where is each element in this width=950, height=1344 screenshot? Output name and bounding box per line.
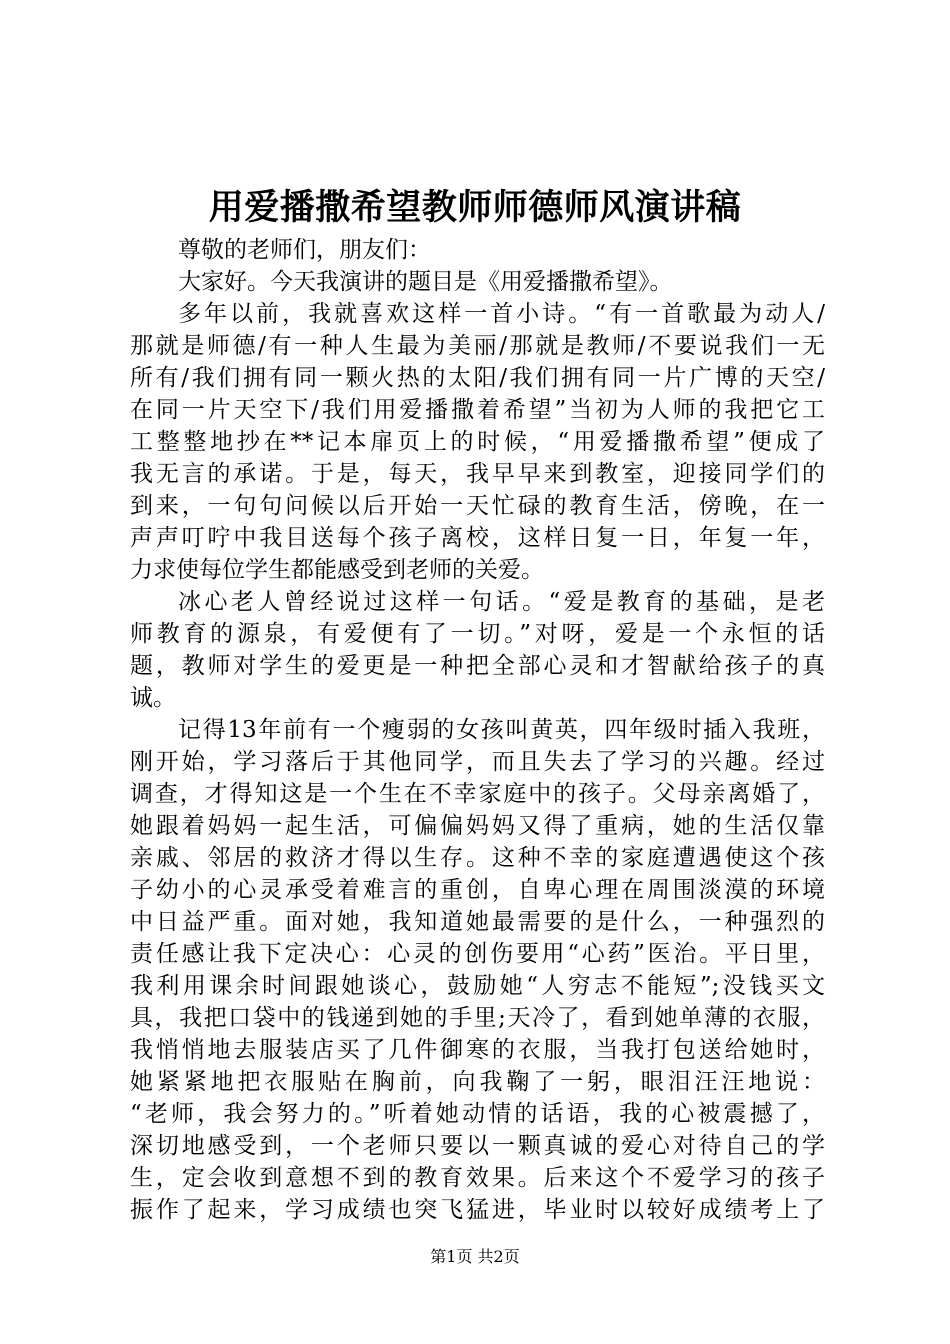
text-line: 具，我把口袋中的钱递到她的手里;天冷了，看到她单薄的衣服， <box>130 1005 825 1031</box>
text-line: 刚开始，学习落后于其他同学，而且失去了学习的兴趣。经过 <box>130 749 825 775</box>
text-line: 力求使每位学生都能感受到老师的关爱。 <box>130 557 544 583</box>
text-line: 多年以前，我就喜欢这样一首小诗。“有一首歌最为动人/ <box>178 301 825 327</box>
page-footer: 第1页 共2页 <box>430 1247 520 1266</box>
document-title: 用爱播撒希望教师师德师风演讲稿 <box>208 187 742 228</box>
text-line: 亲戚、邻居的救济才得以生存。这种不幸的家庭遭遇使这个孩 <box>130 845 825 871</box>
text-line: 我悄悄地去服装店买了几件御寒的衣服，当我打包送给她时， <box>130 1037 825 1063</box>
text-line: 尊敬的老师们，朋友们： <box>178 237 431 263</box>
text-line: 到来，一句句问候以后开始一天忙碌的教育生活，傍晚，在一 <box>130 493 825 519</box>
text-line: “老师，我会努力的。”听着她动情的话语，我的心被震撼了， <box>130 1101 825 1127</box>
text-line: 工整整地抄在**记本扉页上的时候，“用爱播撒希望”便成了 <box>130 429 825 455</box>
text-line: 那就是师德/有一种人生最为美丽/那就是教师/不要说我们一无 <box>130 333 825 359</box>
text-line: 生，定会收到意想不到的教育效果。后来这个不爱学习的孩子 <box>130 1165 825 1191</box>
document-body <box>130 234 825 1226</box>
text-line: 冰心老人曾经说过这样一句话。“爱是教育的基础，是老 <box>178 589 825 615</box>
text-line: 调查，才得知这是一个生在不幸家庭中的孩子。父母亲离婚了， <box>130 781 825 807</box>
text-line: 她紧紧地把衣服贴在胸前，向我鞠了一躬，眼泪汪汪地说： <box>130 1069 825 1095</box>
text-line: 题，教师对学生的爱更是一种把全部心灵和才智献给孩子的真 <box>130 653 825 679</box>
text-line: 她跟着妈妈一起生活，可偏偏妈妈又得了重病，她的生活仅靠 <box>130 813 825 839</box>
text-line: 责任感让我下定决心：心灵的创伤要用“心药”医治。平日里， <box>130 941 825 967</box>
text-line: 我利用课余时间跟她谈心，鼓励她“人穷志不能短”;没钱买文 <box>130 973 825 999</box>
text-line: 声声叮咛中我目送每个孩子离校，这样日复一日，年复一年， <box>130 525 825 551</box>
text-line: 大家好。今天我演讲的题目是《用爱播撒希望》。 <box>178 269 673 295</box>
text-line: 诚。 <box>130 685 176 711</box>
text-line: 记得13年前有一个瘦弱的女孩叫黄英，四年级时插入我班， <box>178 717 825 743</box>
text-line: 我无言的承诺。于是，每天，我早早来到教室，迎接同学们的 <box>130 461 825 487</box>
text-line: 所有/我们拥有同一颗火热的太阳/我们拥有同一片广博的天空/ <box>130 365 825 391</box>
text-line: 深切地感受到，一个老师只要以一颗真诚的爱心对待自己的学 <box>130 1133 825 1159</box>
text-line: 师教育的源泉，有爱便有了一切。”对呀，爱是一个永恒的话 <box>130 621 825 647</box>
text-line: 子幼小的心灵承受着难言的重创，自卑心理在周围淡漠的环境 <box>130 877 825 903</box>
text-line: 在同一片天空下/我们用爱播撒着希望”当初为人师的我把它工 <box>130 397 825 423</box>
text-line: 振作了起来，学习成绩也突飞猛进，毕业时以较好成绩考上了 <box>130 1197 825 1223</box>
text-line: 中日益严重。面对她，我知道她最需要的是什么，一种强烈的 <box>130 909 825 935</box>
